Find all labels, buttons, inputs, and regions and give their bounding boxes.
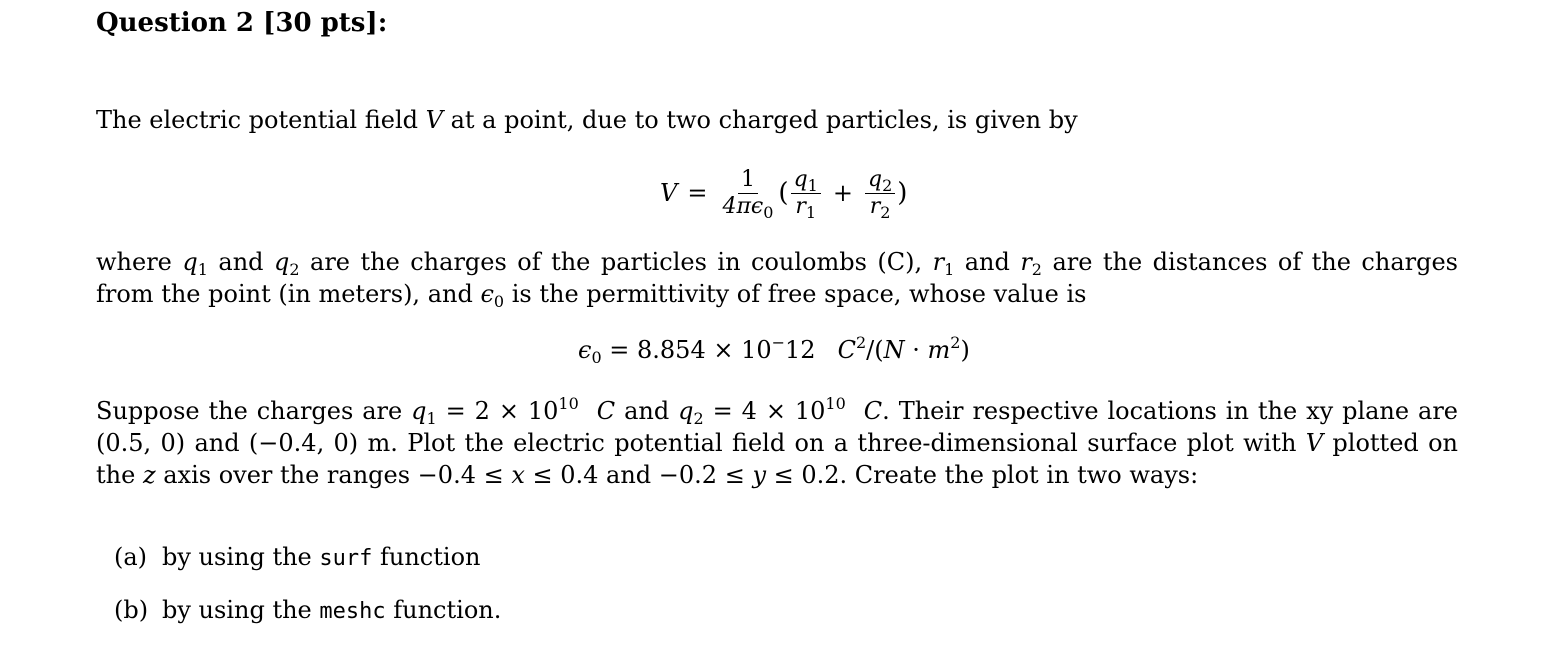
question-heading: Question 2 [30 pts]: <box>96 8 388 38</box>
eq-equals: = <box>687 179 708 207</box>
part-b-label: (b) <box>114 596 149 624</box>
frac2-denominator: $r_2$ <box>869 193 891 222</box>
coef-denominator: $4\pi\epsilon_0$ <box>722 193 774 222</box>
fraction-q2-r2 <box>865 167 895 220</box>
eq-lhs: V <box>660 179 678 207</box>
part-a-label: (a) <box>114 543 148 571</box>
frac1-numerator: $q_1$ <box>791 167 821 194</box>
part-b: (b) by using the meshc function. <box>114 596 502 624</box>
where-paragraph: where $q_1$ and $q_2$ are the charges of the particles in coulombs (C), $r_1$ and $r_2$ are the distances of the charges from the point (in meters), and $\epsilon_0$ is the permittivity of free space, whose value is <box>96 248 1458 311</box>
intro-paragraph <box>96 104 1458 136</box>
fraction-q1-r1 <box>791 167 821 220</box>
var-v: V <box>425 106 443 134</box>
coef-numerator: 1 <box>738 167 758 194</box>
code-meshc: meshc <box>319 599 386 624</box>
coefficient-fraction <box>719 167 776 220</box>
intro-text-before: The electric potential field <box>96 106 426 134</box>
open-paren: ( <box>778 178 789 208</box>
suppose-paragraph: Suppose the charges are $q_1 = 2 \times 10^{10}$ C and $q_2 = 4 \times 10^{10}$ C. Their respective locations in the xy plane are (0.5, 0) and (−0.4, 0) m. Plot the electric potential field on a three-dimensional surface plot with V plotted on the z axis over the ranges −0.4 ≤ x ≤ 0.4 and −0.2 ≤ y ≤ 0.2. Create the plot in two ways: <box>96 394 1459 489</box>
frac1-denominator: $r_1$ <box>795 193 817 222</box>
equation-potential <box>660 158 907 228</box>
intro-text-after: at a point, due to two charged particles, is given by <box>442 106 1078 134</box>
close-paren: ) <box>897 178 908 208</box>
frac2-numerator: $q_2$ <box>865 167 895 194</box>
part-a: (a) by using the surf function <box>114 543 481 571</box>
code-surf: surf <box>319 546 373 571</box>
eq-plus: + <box>832 179 853 207</box>
equation-permittivity: $\epsilon_0 = 8.854 \times 10^-12$ $C^2/(N \cdot m^2)$ <box>578 333 970 367</box>
